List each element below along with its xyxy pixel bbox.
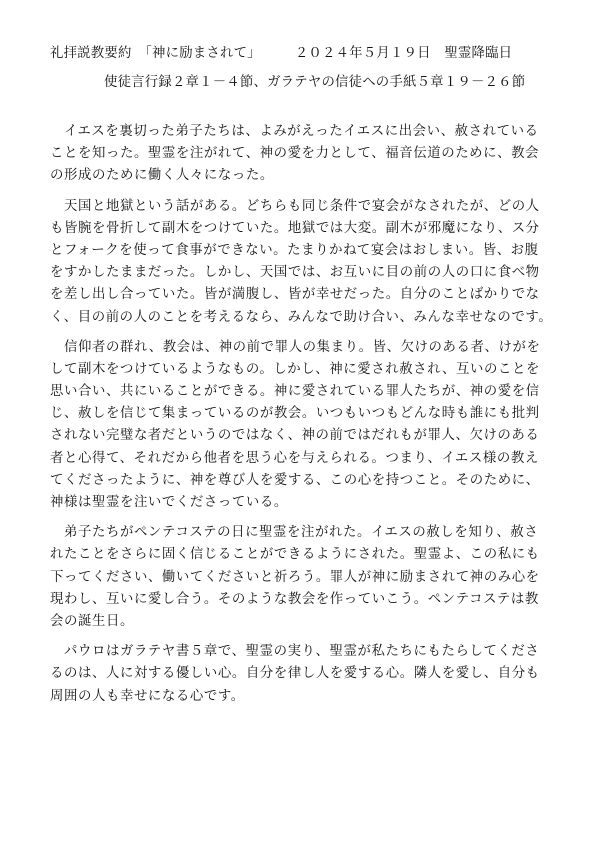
text-line: も皆腕を骨折して副木をつけていた。地獄では大変。副木が邪魔になり、ス分 [50,220,540,236]
text-line: るのは、人に対する優しい心。自分を律し人を愛する心。隣人を愛し、自分も [50,666,540,682]
paragraph [50,641,570,708]
text-line: 天国と地獄という話がある。どちらも同じ条件で宴会がなされたが、どの人 [50,198,540,214]
scripture-reference-line: 使徒言行録２章１－４節、ガラテヤの信徒への手紙５章１９－２６節 [104,75,526,90]
text-line: 者と心得て、それだから他者を思う心を与えられる。つまり、イエス様の教え [50,450,539,466]
text-line: 神様は聖霊を注いでくださっている。 [50,495,288,510]
text-line: されない完璧な者だというのではなく、神の前ではだれもが罪人、欠けのある [50,428,540,444]
text-line: して副木をつけているようなもの。しかし、神に愛され赦され、互いのことを [50,361,540,377]
text-line: じ、赦しを信じて集まっているのが教会。いつもいつもどんな時も誰にも批判 [50,406,540,422]
text-line: れたことをさらに固く信じることができるようにされた。聖霊よ、この私にも [50,547,540,563]
sermon-body [50,121,570,716]
text-line: 会の誕生日。 [50,613,134,629]
text-line: 周囲の人も幸せになる心です。 [50,688,245,704]
text-line: ことを知った。聖霊を注がれて、神の愛を力として、福音伝道のために、教会 [50,146,540,162]
text-line: とフォークを使って食事ができない。たまりかねて宴会はおしまい。皆、お腹 [50,242,539,258]
text-line: を差し出し合っていた。皆が満腹し、皆が幸せだった。自分のことばかりでな [50,287,540,303]
text-line: イエスを裏切った弟子たちは、よみがえったイエスに出会い、赦されている [50,124,539,139]
text-line: 下ってください、働いてくださいと祈ろう。罪人が神に励まされて神のみ心を [50,569,540,585]
text-line: の形成のために働く人々になった。 [50,168,274,184]
text-line: 弟子たちがペンテコステの日に聖霊を注がれた。イエスの赦しを知り、赦さ [50,525,539,541]
paragraph [50,337,570,515]
sermon-title-line: 礼拝説教要約 「神に励まされて」 ２０２４年５月１９日 聖霊降臨日 [50,46,513,61]
text-line: 思い合い、共にいることができる。神に愛されている罪人たちが、神の愛を信 [50,384,540,400]
text-line: てくださったように、神を尊び人を愛する、この心を持つこと。そのために、 [50,472,540,488]
text-line: 現わし、互いに愛し合う。そのような教会を作っていこう。ペンテコステは教 [50,591,539,607]
text-line: をすかしたままだった。しかし、天国では、お互いに目の前の人の口に食べ物 [50,265,540,281]
text-line: パウロはガラテヤ書５章で、聖霊の実り、聖霊が私たちにもたらしてくださ [50,644,540,660]
paragraph [50,196,570,329]
paragraph [50,522,570,633]
text-line: 信仰者の群れ、教会は、神の前で罪人の集まり。皆、欠けのある者、けがを [50,339,541,355]
paragraph [50,121,570,188]
text-line: く、目の前の人のことを考えるなら、みんなで助け合い、みんな幸せなのです。 [50,309,553,325]
